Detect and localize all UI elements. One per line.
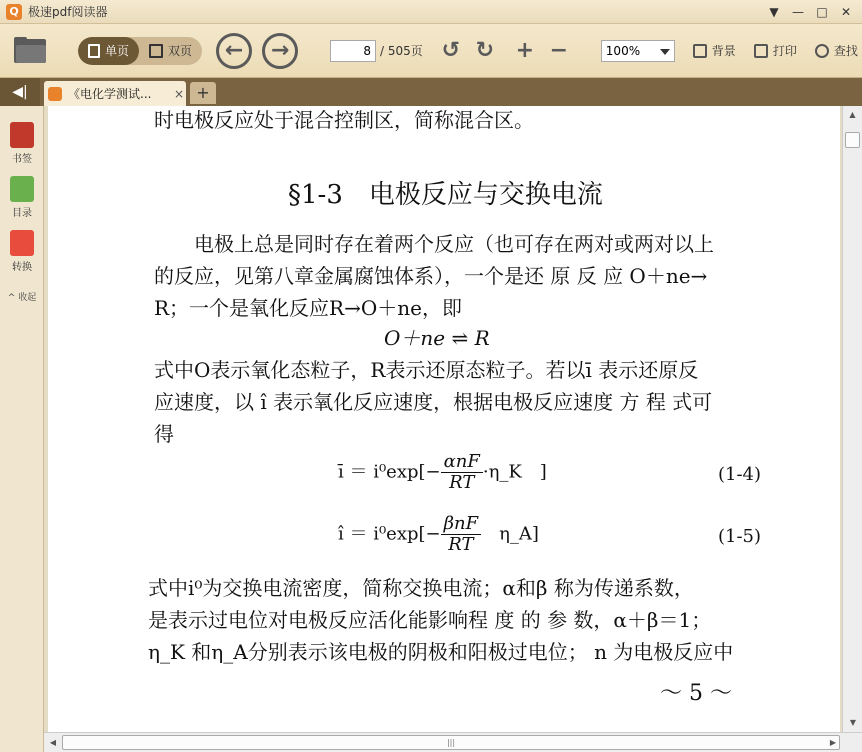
text-line: 式中O表示氧化态粒子，R表示还原态粒子。若以ī 表示还原反	[154, 358, 699, 382]
scroll-down-button[interactable]: ▼	[849, 718, 857, 727]
equation-1-4: ī ＝ i⁰exp[− $\frac{\text{αnF}}{RT}$ ·η_K ]	[338, 451, 547, 493]
scroll-left-button[interactable]: ◀	[49, 738, 57, 747]
tab-document[interactable]	[44, 81, 186, 106]
text-line: 时电极反应处于混合控制区，简称混合区。	[154, 108, 534, 132]
vertical-scrollbar[interactable]	[842, 106, 862, 732]
sidebar-item-toc[interactable]	[4, 176, 40, 219]
text-line: 是表示过电位对电极反应活化能影响程 度 的 参 数，α＋β＝1；	[148, 608, 712, 632]
search-button[interactable]	[815, 42, 858, 59]
tab-close-button[interactable]: ×	[174, 86, 185, 101]
horizontal-scrollbar[interactable]	[44, 732, 862, 752]
search-icon	[815, 44, 829, 58]
equation-number: (1-4)	[718, 464, 762, 485]
zoom-select[interactable]	[601, 40, 675, 62]
section-heading: §1-3 电极反应与交换电流	[288, 180, 603, 210]
collapse-sidebar-button[interactable]	[4, 290, 40, 303]
sidebar-item-convert[interactable]	[4, 230, 40, 273]
eq-numerator: βnF	[441, 514, 482, 535]
eq-denominator: RT	[448, 533, 474, 555]
tab-bar	[0, 78, 862, 106]
zoom-out-button[interactable]: −	[549, 38, 569, 63]
sidebar	[0, 106, 44, 752]
collapse-label: 收起	[18, 293, 37, 303]
document-viewer	[44, 106, 862, 752]
minimize-button[interactable]: —	[792, 5, 804, 19]
sidebar-item-label: 书签	[12, 154, 32, 165]
double-page-button[interactable]	[139, 37, 202, 65]
sidebar-item-bookmarks[interactable]	[4, 122, 40, 165]
printer-icon	[754, 44, 768, 58]
eq-lhs: ī ＝ i⁰exp	[338, 461, 419, 483]
text-line: 电极上总是同时存在着两个反应（也可存在两对或两对以上	[154, 232, 714, 256]
view-mode-toggle	[78, 37, 202, 65]
text-line: 得	[154, 422, 174, 446]
tab-label: 《电化学测试...	[68, 87, 152, 101]
page-number-footer: 〜 5 〜	[660, 681, 732, 706]
sidebar-item-label: 转换	[12, 262, 32, 273]
menu-dropdown-button[interactable]: ▼	[769, 5, 779, 19]
single-page-button[interactable]	[78, 37, 139, 65]
next-page-button[interactable]: →	[262, 33, 298, 69]
scroll-right-button[interactable]: ▶	[829, 738, 837, 747]
background-button[interactable]	[693, 42, 736, 59]
double-page-label: 双页	[168, 44, 193, 58]
print-button[interactable]	[754, 42, 797, 59]
new-tab-button[interactable]: +	[190, 82, 216, 104]
bookmark-icon	[10, 122, 34, 148]
single-page-icon	[88, 44, 100, 58]
convert-icon	[10, 230, 34, 256]
toc-icon	[10, 176, 34, 202]
rotate-right-button[interactable]: ↻	[475, 38, 495, 63]
pdf-page	[48, 106, 840, 732]
toolbar	[0, 24, 862, 78]
text-line: R；一个是氧化反应R→O＋ne，即	[154, 296, 462, 320]
equation-1-5: î ＝ i⁰exp[− $\frac{\text{βnF}}{RT}$ η_A]	[338, 513, 539, 555]
app-logo-icon: Q	[6, 4, 22, 20]
window-title: 极速pdf阅读器	[28, 5, 108, 19]
maximize-button[interactable]: □	[816, 5, 828, 19]
equation-number: (1-5)	[718, 526, 762, 547]
eq-numerator: αnF	[441, 452, 483, 473]
sidebar-item-label: 目录	[12, 208, 32, 219]
single-page-label: 单页	[105, 44, 130, 58]
eq-tail: ·η_K	[482, 461, 522, 483]
double-page-icon	[149, 44, 163, 58]
equilibrium-equation: O＋ne ⇌ R	[384, 326, 490, 350]
rotate-left-button[interactable]: ↺	[441, 38, 461, 63]
zoom-value: 100%	[605, 43, 641, 58]
total-pages: / 505页	[380, 44, 423, 58]
title-bar	[0, 0, 862, 24]
text-line: 的反应，见第八章金属腐蚀体系），一个是还 原 反 应 O＋ne→	[154, 264, 708, 288]
chevron-up-icon: ^	[7, 293, 16, 303]
scroll-up-button[interactable]: ▲	[849, 110, 856, 119]
close-button[interactable]: ✕	[840, 5, 852, 19]
background-icon	[693, 44, 707, 58]
text-line: 应速度，以 î 表示氧化反应速度，根据电极反应速度 方 程 式可	[154, 390, 713, 414]
vertical-scroll-thumb[interactable]	[845, 132, 860, 148]
eq-tail: η_A	[499, 523, 532, 545]
search-label: 查找	[833, 44, 858, 58]
eq-lhs: î ＝ i⁰exp	[338, 523, 419, 545]
prev-page-button[interactable]: ←	[216, 33, 252, 69]
zoom-in-button[interactable]: +	[515, 38, 535, 63]
document-tab-icon	[48, 87, 62, 101]
text-line: 式中i⁰为交换电流密度，简称交换电流；α和β 称为传递系数，	[148, 576, 694, 600]
text-line: η_K 和η_A分别表示该电极的阴极和阳极过电位； n 为电极反应中	[148, 640, 734, 664]
background-label: 背景	[711, 44, 736, 58]
open-folder-icon[interactable]	[14, 37, 46, 65]
sidebar-toggle-button[interactable]: ◀|	[0, 78, 40, 106]
horizontal-scroll-thumb[interactable]: |||	[62, 735, 840, 750]
print-label: 打印	[772, 44, 797, 58]
eq-denominator: RT	[449, 471, 475, 493]
page-number-input[interactable]: 8	[330, 40, 376, 62]
chevron-down-icon	[660, 49, 670, 55]
